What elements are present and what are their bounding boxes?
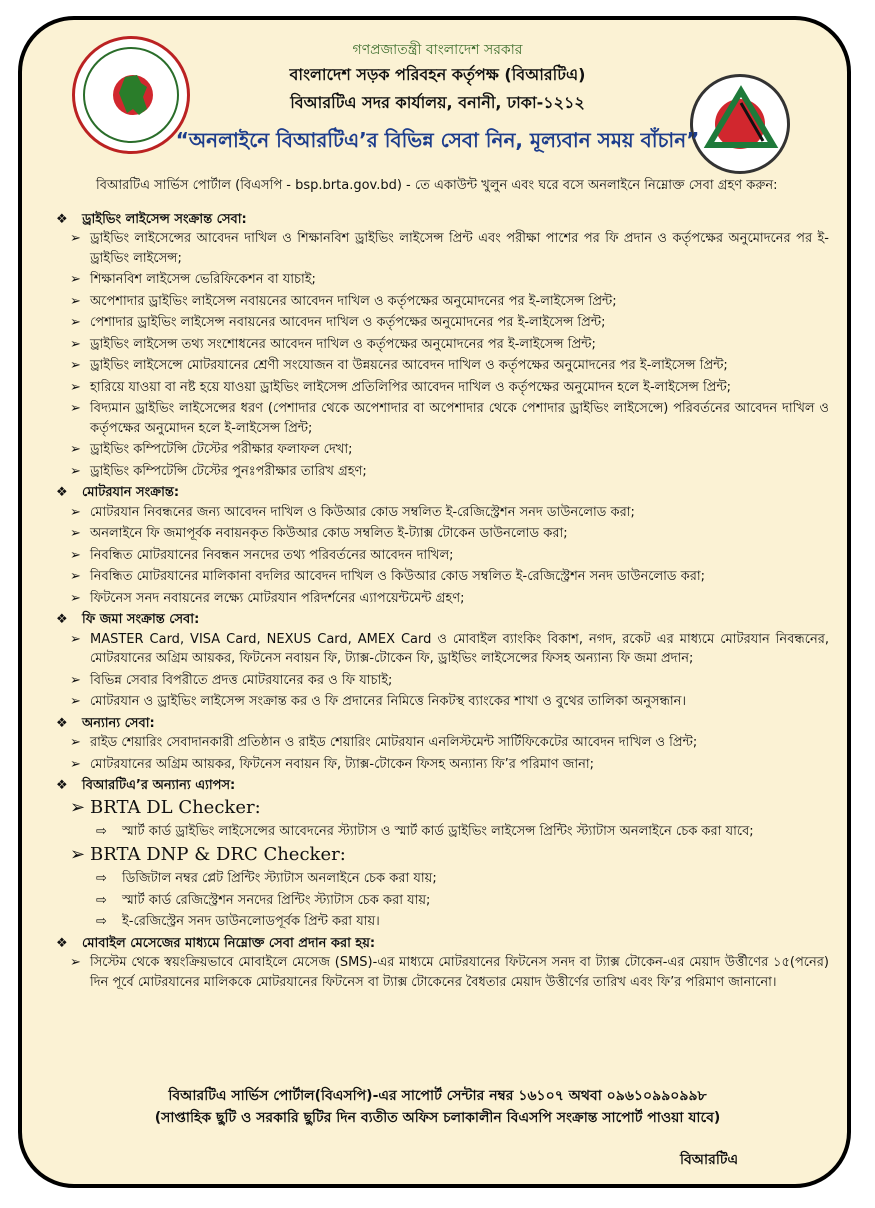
arrow-bullet-icon: ➢ <box>70 694 81 709</box>
diamond-bullet-icon: ❖ <box>56 715 68 731</box>
arrow-bullet-icon: ➢ <box>70 379 81 395</box>
sms-list <box>56 953 829 992</box>
arrow-bullet-icon: ➢ <box>70 631 81 647</box>
app-feature-item: ⇨ ই-রেজিস্ট্রেন সনদ ডাউনলোডপূর্বক প্রিন্ট করা যায়। <box>56 912 829 932</box>
hollow-arrow-icon: ⇨ <box>96 871 107 886</box>
diamond-bullet-icon: ❖ <box>56 211 68 227</box>
arrow-bullet-icon: ➢ <box>70 231 81 246</box>
list-item: ➢ ড্রাইভিং লাইসেন্সের আবেদন দাখিল ও শিক্ষানবিশ ড্রাইভিং লাইসেন্স প্রিন্ট এবং পরীক্ষা পাশের পর ফি প্রদান ও কর্তৃপক্ষের অনুমোদনের পর ই-ড্রাইভিং লাইসেন্স; <box>56 229 829 268</box>
service-section <box>56 610 829 712</box>
app-feature-item: ⇨ স্মার্ট কার্ড ড্রাইভিং লাইসেন্সের আবেদনের স্ট্যাটাস ও স্মার্ট কার্ড ড্রাইভিং লাইসেন্স প্রিন্টিং স্ট্যাটাস অনলাইনে চেক করা যাবে; <box>56 822 829 842</box>
list-item: ➢ মোটরযানের অগ্রিম আয়কর, ফিটনেস নবায়ন ফি, ট্যাক্স-টোকেন ফিসহ অন্যান্য ফি’র পরিমাণ জানা; <box>56 755 829 775</box>
service-list <box>56 503 829 609</box>
list-item: ➢ MASTER Card, VISA Card, NEXUS Card, AMEX Card ও মোবাইল ব্যাংকিং বিকাশ, নগদ, রকেট এর মাধ্যমে মোটরযান নিবন্ধনের, মোটরযানের অগ্রিম আয়কর, ফিটনেস নবায়ন ফি, ট্যাক্স-টোকেন ফি, ড্রাইভিং লাইসেন্সের ফিসহ অন্যান্য ফি জমা প্রদান; <box>56 630 829 669</box>
app-feature-item: ⇨ ডিজিটাল নম্বর প্লেট প্রিন্টিং স্ট্যাটাস অনলাইনে চেক করা যায়; <box>56 869 829 889</box>
apps-list <box>56 796 829 932</box>
list-item: ➢ ফিটনেস সনদ নবায়নের লক্ষ্যে মোটরযান পরিদর্শনের এ্যাপয়েন্টমেন্ট গ্রহণ; <box>56 589 829 609</box>
list-item: ➢ নিবন্ধিত মোটরযানের নিবন্ধন সনদের তথ্য পরিবর্তনের আবেদন দাখিল; <box>56 546 829 566</box>
arrow-bullet-icon: ➢ <box>70 315 81 330</box>
app-name: ➢ BRTA DNP & DRC Checker: <box>70 844 346 865</box>
signature: বিআরটিএ <box>680 1152 739 1168</box>
list-item: ➢ সিস্টেম থেকে স্বয়ংক্রিয়ভাবে মোবাইলে মেসেজ (SMS)-এর মাধ্যমে মোটরযানের ফিটনেস সনদ বা ট্যাক্স টোকেন-এর মেয়াদ উর্ত্তীণের ১৫(পনের) দিন পূর্বে মোটরযানের মালিককে মোটরযানের ফিটনেস বা ট্যাক্স টোকেনের বৈধতার মেয়াদ উত্তীর্ণের তারিখ এবং ফি’র পরিমাণ জানানো। <box>56 953 829 992</box>
notice-content <box>56 176 829 994</box>
list-item: ➢ বিভিন্ন সেবার বিপরীতে প্রদত্ত মোটরযানের কর ও ফি যাচাই; <box>56 671 829 691</box>
list-item: ➢ বিদ্যমান ড্রাইভিং লাইসেন্সের ধরণ (পেশাদার থেকে অপেশাদার বা অপেশাদার থেকে পেশাদার ড্রাইভিং লাইসেন্সে) পরিবর্তনের আবেদন দাখিল ও কর্তৃপক্ষের অনুমোদন হলে ই-লাইসেন্স প্রিন্ট; <box>56 399 829 438</box>
arrow-bullet-icon: ➢ <box>70 401 81 416</box>
list-item: ➢ ড্রাইভিং কম্পিটেন্সি টেস্টের পুনঃপরীক্ষার তারিখ গ্রহণ; <box>56 462 829 482</box>
arrow-bullet-icon: ➢ <box>70 955 81 970</box>
support-center-line: বিআরটিএ সার্ভিস পোর্টাল(বিএসপি)-এর সাপোর্ট সেন্টার নম্বর ১৬১০৭ অথবা ০৯৬১০৯৯০৯৯৮ <box>168 1088 707 1104</box>
diamond-bullet-icon: ❖ <box>56 485 68 500</box>
list-item: ➢ মোটরযান ও ড্রাইভিং লাইসেন্স সংক্রান্ত কর ও ফি প্রদানের নিমিত্তে নিকটস্থ ব্যাংকের শাখা ও বুথের তালিকা অনুসন্ধান। <box>56 692 829 712</box>
section-title: ❖ মোবাইল মেসেজের মাধ্যমে নিম্নোক্ত সেবা প্রদান করা হয়: <box>56 934 829 954</box>
list-item: ➢ ড্রাইভিং লাইসেন্স তথ্য সংশোধনের আবেদন দাখিল ও কর্তৃপক্ষের অনুমোদনের পর ই-লাইসেন্স প্রিন্ট; <box>56 335 829 355</box>
list-item: ➢ শিক্ষানবিশ লাইসেন্স ভেরিফিকেশন বা যাচাই; <box>56 270 829 290</box>
service-list <box>56 229 829 481</box>
diamond-bullet-icon: ❖ <box>56 935 68 951</box>
list-item: ➢ হারিয়ে যাওয়া বা নষ্ট হয়ে যাওয়া ড্রাইভিং লাইসেন্স প্রতিলিপির আবেদন দাখিল ও কর্তৃপক্ষের অনুমোদন হলে ই-লাইসেন্স প্রিন্ট; <box>56 378 829 398</box>
section-title: ❖ ড্রাইভিং লাইসেন্স সংক্রান্ত সেবা: <box>56 210 829 230</box>
support-hours-line: (সাপ্তাহিক ছুটি ও সরকারি ছুটির দিন ব্যতীত অফিস চলাকালীন বিএসপি সংক্রান্ত সাপোর্ট পাওয়া যাবে) <box>154 1110 721 1126</box>
hollow-arrow-icon: ⇨ <box>96 892 107 908</box>
org-name: বাংলাদেশ সড়ক পরিবহন কর্তৃপক্ষ (বিআরটিএ) <box>289 65 586 84</box>
arrow-bullet-icon: ➢ <box>70 504 81 520</box>
section-title: ❖ ফি জমা সংক্রান্ত সেবা: <box>56 610 829 630</box>
sms-section <box>56 934 829 993</box>
arrow-bullet-icon: ➢ <box>70 358 81 373</box>
list-item: ➢ নিবন্ধিত মোটরযানের মালিকানা বদলির আবেদন দাখিল ও কিউআর কোড সম্বলিত ই-রেজিস্ট্রেশন সনদ ডাউনলোড করা; <box>56 567 829 587</box>
arrow-bullet-icon: ➢ <box>70 590 81 606</box>
list-item: ➢ ড্রাইভিং কম্পিটেন্সি টেস্টের পরীক্ষার ফলাফল দেখা; <box>56 440 829 460</box>
section-title: ❖ বিআরটিএ’র অন্যান্য এ্যাপস: <box>56 776 829 796</box>
arrow-bullet-icon: ➢ <box>70 672 81 688</box>
section-title: ❖ মোটরযান সংক্রান্ত: <box>56 483 829 503</box>
intro-text: বিআরটিএ সার্ভিস পোর্টাল (বিএসপি - bsp.brta.gov.bd) - তে একাউন্ট খুলুন এবং ঘরে বসে অনলাইনে নিম্নোক্ত সেবা গ্রহণ করুন: <box>96 178 778 193</box>
arrow-bullet-icon: ➢ <box>70 569 81 584</box>
arrow-bullet-icon: ➢ <box>70 756 81 772</box>
brta-logo <box>690 74 790 174</box>
section-title: ❖ অন্যান্য সেবা: <box>56 714 829 734</box>
arrow-bullet-icon: ➢ <box>70 336 81 352</box>
hollow-arrow-icon: ⇨ <box>96 823 107 839</box>
office-address: বিআরটিএ সদর কার্যালয়, বনানী, ঢাকা-১২১২ <box>290 93 585 112</box>
list-item: ➢ রাইড শেয়ারিং সেবাদানকারী প্রতিষ্ঠান ও রাইড শেয়ারিং মোটরযান এনলিস্টমেন্ট সার্টিফিকেটের আবেদন দাখিল ও প্রিন্ট; <box>56 733 829 753</box>
arrow-bullet-icon: ➢ <box>70 526 81 541</box>
arrow-bullet-icon: ➢ <box>70 547 81 563</box>
arrow-bullet-icon: ➢ <box>70 272 81 287</box>
service-sections <box>56 210 829 775</box>
apps-section <box>56 776 829 932</box>
arrow-bullet-icon: ➢ <box>70 844 86 865</box>
list-item: ➢ অপেশাদার ড্রাইভিং লাইসেন্স নবায়নের আবেদন দাখিল ও কর্তৃপক্ষের অনুমোদনের পর ই-লাইসেন্স প্রিন্ট; <box>56 292 829 312</box>
hollow-arrow-icon: ⇨ <box>96 914 107 929</box>
service-section <box>56 483 829 608</box>
app-name: ➢ BRTA DL Checker: <box>70 796 261 818</box>
service-section <box>56 210 829 482</box>
diamond-bullet-icon: ❖ <box>56 778 68 793</box>
arrow-bullet-icon: ➢ <box>70 735 81 750</box>
list-item: ➢ অনলাইনে ফি জমাপূর্বক নবায়নকৃত কিউআর কোড সম্বলিত ই-ট্যাক্স টোকেন ডাউনলোড করা; <box>56 524 829 544</box>
list-item: ➢ পেশাদার ড্রাইভিং লাইসেন্স নবায়নের আবেদন দাখিল ও কর্তৃপক্ষের অনুমোদনের পর ই-লাইসেন্স প্রিন্ট; <box>56 313 829 333</box>
service-section <box>56 714 829 775</box>
tagline: “অনলাইনে বিআরটিএ’র বিভিন্ন সেবা নিন, মূল্যবান সময় বাঁচান” <box>175 128 700 152</box>
list-item: ➢ মোটরযান নিবন্ধনের জন্য আবেদন দাখিল ও কিউআর কোড সম্বলিত ই-রেজিস্ট্রেশন সনদ ডাউনলোড করা; <box>56 503 829 523</box>
list-item: ➢ ড্রাইভিং লাইসেন্সে মোটরযানের শ্রেণী সংযোজন বা উন্নয়নের আবেদন দাখিল ও কর্তৃপক্ষের অনুমোদনের পর ই-লাইসেন্স প্রিন্ট; <box>56 356 829 376</box>
arrow-bullet-icon: ➢ <box>70 442 81 457</box>
diamond-bullet-icon: ❖ <box>56 612 68 627</box>
govt-title: গণপ্রজাতন্ত্রী বাংলাদেশ সরকার <box>352 42 523 58</box>
arrow-bullet-icon: ➢ <box>70 796 86 818</box>
service-list <box>56 630 829 712</box>
arrow-bullet-icon: ➢ <box>70 293 81 309</box>
arrow-bullet-icon: ➢ <box>70 463 81 479</box>
app-feature-item: ⇨ স্মার্ট কার্ড রেজিস্ট্রেশন সনদের প্রিন্টিং স্ট্যাটাস চেক করা যায়; <box>56 891 829 911</box>
service-list <box>56 733 829 774</box>
